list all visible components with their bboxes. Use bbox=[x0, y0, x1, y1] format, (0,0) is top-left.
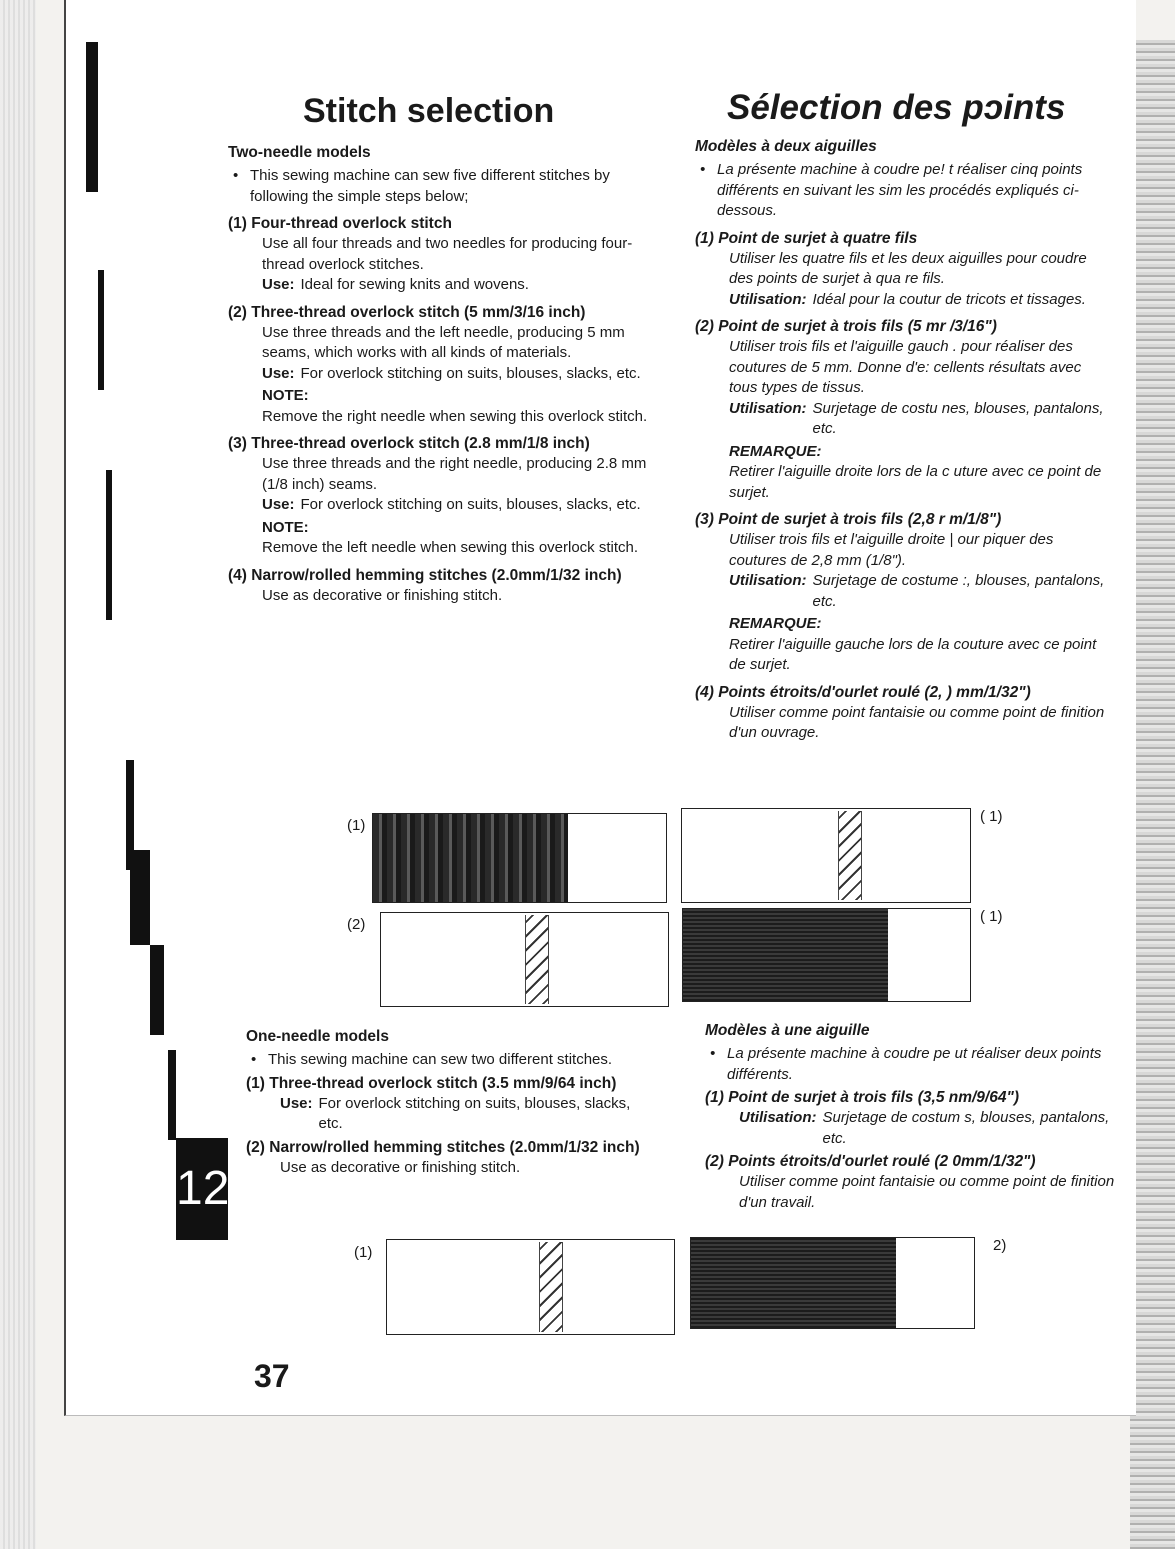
en-two-needle-section bbox=[228, 144, 648, 606]
stitch-item bbox=[695, 509, 1110, 676]
stitch-pattern bbox=[525, 915, 549, 1004]
stitch-item bbox=[695, 228, 1110, 311]
use-text: Idéal pour la coutur de tricots et tissages. bbox=[812, 290, 1086, 308]
note-label: REMARQUE: bbox=[729, 615, 822, 632]
item-title: (2) Point de surjet à trois fils (5 mr /3/16") bbox=[695, 318, 997, 335]
item-title: (1) Point de surjet à quatre fils bbox=[695, 229, 918, 247]
stitch-item bbox=[246, 1073, 654, 1135]
thumb-tab-mark bbox=[86, 42, 98, 192]
use-text: For overlock stitching on suits, blouses, slacks, etc. bbox=[318, 1094, 631, 1132]
stitch-pattern bbox=[691, 1238, 896, 1328]
stitch-figure-four-thread bbox=[372, 813, 667, 903]
scan-edge-right bbox=[1130, 40, 1175, 1549]
item-body: Use as decorative or finishing stitch. bbox=[280, 1158, 521, 1176]
use-label: Utilisation: bbox=[729, 399, 807, 417]
thumb-tab-mark bbox=[98, 270, 104, 390]
note-label: NOTE: bbox=[262, 387, 309, 404]
stitch-item bbox=[695, 316, 1110, 503]
stitch-item bbox=[228, 565, 648, 607]
stitch-figure-three-thread-2-8mm bbox=[682, 908, 971, 1002]
item-body: Use all four threads and two needles for producing four-thread overlock stitches. bbox=[262, 235, 633, 273]
scan-edge-left bbox=[0, 0, 36, 1549]
use-label: Use: bbox=[280, 1094, 313, 1112]
stitch-figure-three-thread-3-5mm bbox=[386, 1239, 675, 1335]
item-title: (2) Points étroits/d'ourlet roulé (2 0mm/1/32") bbox=[705, 1153, 1036, 1170]
intro-text: • La présente machine à coudre pe ut réaliser deux points différents. bbox=[705, 1044, 1115, 1085]
figure-label: ( 1) bbox=[980, 908, 1003, 925]
note-text: Retirer l'aiguille droite lors de la c uture avec ce point de surjet. bbox=[729, 463, 1102, 501]
use-label: Utilisation: bbox=[729, 290, 807, 308]
stitch-pattern bbox=[838, 811, 862, 900]
page-number: 37 bbox=[254, 1358, 290, 1394]
item-body: Utiliser les quatre fils et les deux aiguilles pour coudre des points de surjet à qua re fils. bbox=[729, 249, 1087, 287]
thumb-tab-mark bbox=[130, 850, 150, 945]
item-body: Use three threads and the left needle, producing 5 mm seams, which works with all kinds of materials. bbox=[262, 323, 625, 361]
figure-label: ( 1) bbox=[980, 808, 1003, 825]
use-label: Use: bbox=[262, 496, 295, 513]
figure-label: 2) bbox=[993, 1237, 1007, 1254]
note-text: Remove the left needle when sewing this overlock stitch. bbox=[262, 539, 639, 556]
use-text: Surjetage de costume :, blouses, pantalons, etc. bbox=[812, 572, 1105, 610]
stitch-pattern bbox=[373, 814, 568, 902]
item-title: (4) Points étroits/d'ourlet roulé (2, ) mm/1/32") bbox=[695, 683, 1031, 701]
chapter-tab: 12 bbox=[176, 1138, 228, 1240]
thumb-tab-mark bbox=[168, 1050, 176, 1140]
item-title: (2) Narrow/rolled hemming stitches (2.0mm/1/32 inch) bbox=[246, 1138, 640, 1156]
note-label: NOTE: bbox=[262, 518, 309, 536]
stitch-pattern bbox=[683, 909, 888, 1001]
section-heading: Modèles à deux aiguilles bbox=[695, 138, 877, 155]
section-heading: Two-needle models bbox=[228, 144, 371, 161]
stitch-item bbox=[228, 433, 648, 559]
use-label: Utilisation: bbox=[729, 572, 807, 589]
use-text: For overlock stitching on suits, blouses, slacks, etc. bbox=[300, 364, 641, 382]
use-text: For overlock stitching on suits, blouses, slacks, etc. bbox=[300, 496, 641, 513]
fr-two-needle-section bbox=[695, 138, 1110, 744]
use-text: Surjetage de costum s, blouses, pantalons, etc. bbox=[822, 1109, 1110, 1147]
use-label: Use: bbox=[262, 276, 295, 293]
stitch-item bbox=[228, 302, 648, 428]
item-title: (4) Narrow/rolled hemming stitches (2.0mm/1/32 inch) bbox=[228, 566, 622, 584]
intro-text: • La présente machine à coudre pe! t réaliser cinq points différents en suivant les sim les procédés expliqués ci-dessous. bbox=[695, 160, 1110, 222]
item-title: (1) Point de surjet à trois fils (3,5 nm/9/64") bbox=[705, 1089, 1019, 1106]
thumb-tab-mark bbox=[106, 470, 112, 620]
note-label: REMARQUE: bbox=[729, 442, 822, 460]
figure-label: (2) bbox=[347, 916, 366, 933]
note-text: Remove the right needle when sewing this overlock stitch. bbox=[262, 407, 648, 425]
intro-text: • This sewing machine can sew five different stitches by following the simple steps below; bbox=[228, 166, 648, 207]
item-body: Utiliser trois fils et l'aiguille gauch . pour réaliser des coutures de 5 mm. Donne d'e: cellents résultats avec tous types de tissus. bbox=[729, 338, 1082, 396]
use-text: Ideal for sewing knits and wovens. bbox=[300, 276, 529, 293]
section-heading: Modèles à une aiguille bbox=[705, 1022, 870, 1039]
stitch-item bbox=[705, 1151, 1115, 1213]
stitch-pattern bbox=[539, 1242, 563, 1332]
item-body: Utiliser comme point fantaisie ou comme point de finition d'un travail. bbox=[739, 1173, 1115, 1211]
stitch-item bbox=[246, 1137, 654, 1179]
intro-text: • This sewing machine can sew two different stitches. bbox=[246, 1050, 654, 1071]
item-title: (1) Four-thread overlock stitch bbox=[228, 215, 452, 232]
note-text: Retirer l'aiguille gauche lors de la couture avec ce point de surjet. bbox=[729, 635, 1097, 673]
stitch-figure-rolled-hem-b bbox=[690, 1237, 975, 1329]
use-text: Surjetage de costu nes, blouses, pantalons, etc. bbox=[812, 399, 1104, 437]
thumb-tab-mark bbox=[150, 945, 164, 1035]
stitch-figure-rolled-hem-a bbox=[681, 808, 971, 903]
stitch-item bbox=[695, 682, 1110, 744]
item-body: Use as decorative or finishing stitch. bbox=[262, 586, 503, 604]
stitch-item bbox=[705, 1087, 1115, 1149]
item-body: Utiliser trois fils et l'aiguille droite | our piquer des coutures de 2,8 mm (1/8"). bbox=[729, 531, 1054, 569]
stitch-figure-three-thread-5mm bbox=[380, 912, 669, 1007]
item-title: (2) Three-thread overlock stitch (5 mm/3/16 inch) bbox=[228, 303, 586, 321]
title-en: Stitch selection bbox=[303, 92, 555, 130]
en-one-needle-section bbox=[246, 1028, 654, 1178]
figure-label: (1) bbox=[354, 1244, 373, 1261]
item-body: Use three threads and the right needle, producing 2.8 mm (1/8 inch) seams. bbox=[262, 455, 647, 493]
use-label: Use: bbox=[262, 364, 295, 382]
item-title: (3) Point de surjet à trois fils (2,8 r m/1/8") bbox=[695, 511, 1002, 528]
section-heading: One-needle models bbox=[246, 1028, 389, 1045]
figure-label: (1) bbox=[347, 817, 366, 834]
title-fr: Sélection des pɔints bbox=[727, 88, 1066, 127]
fr-one-needle-section bbox=[705, 1022, 1115, 1213]
stitch-item bbox=[228, 213, 648, 296]
item-title: (3) Three-thread overlock stitch (2.8 mm/1/8 inch) bbox=[228, 435, 590, 452]
item-title: (1) Three-thread overlock stitch (3.5 mm/9/64 inch) bbox=[246, 1074, 617, 1092]
use-label: Utilisation: bbox=[739, 1109, 817, 1126]
item-body: Utiliser comme point fantaisie ou comme point de finition d'un ouvrage. bbox=[729, 703, 1105, 741]
